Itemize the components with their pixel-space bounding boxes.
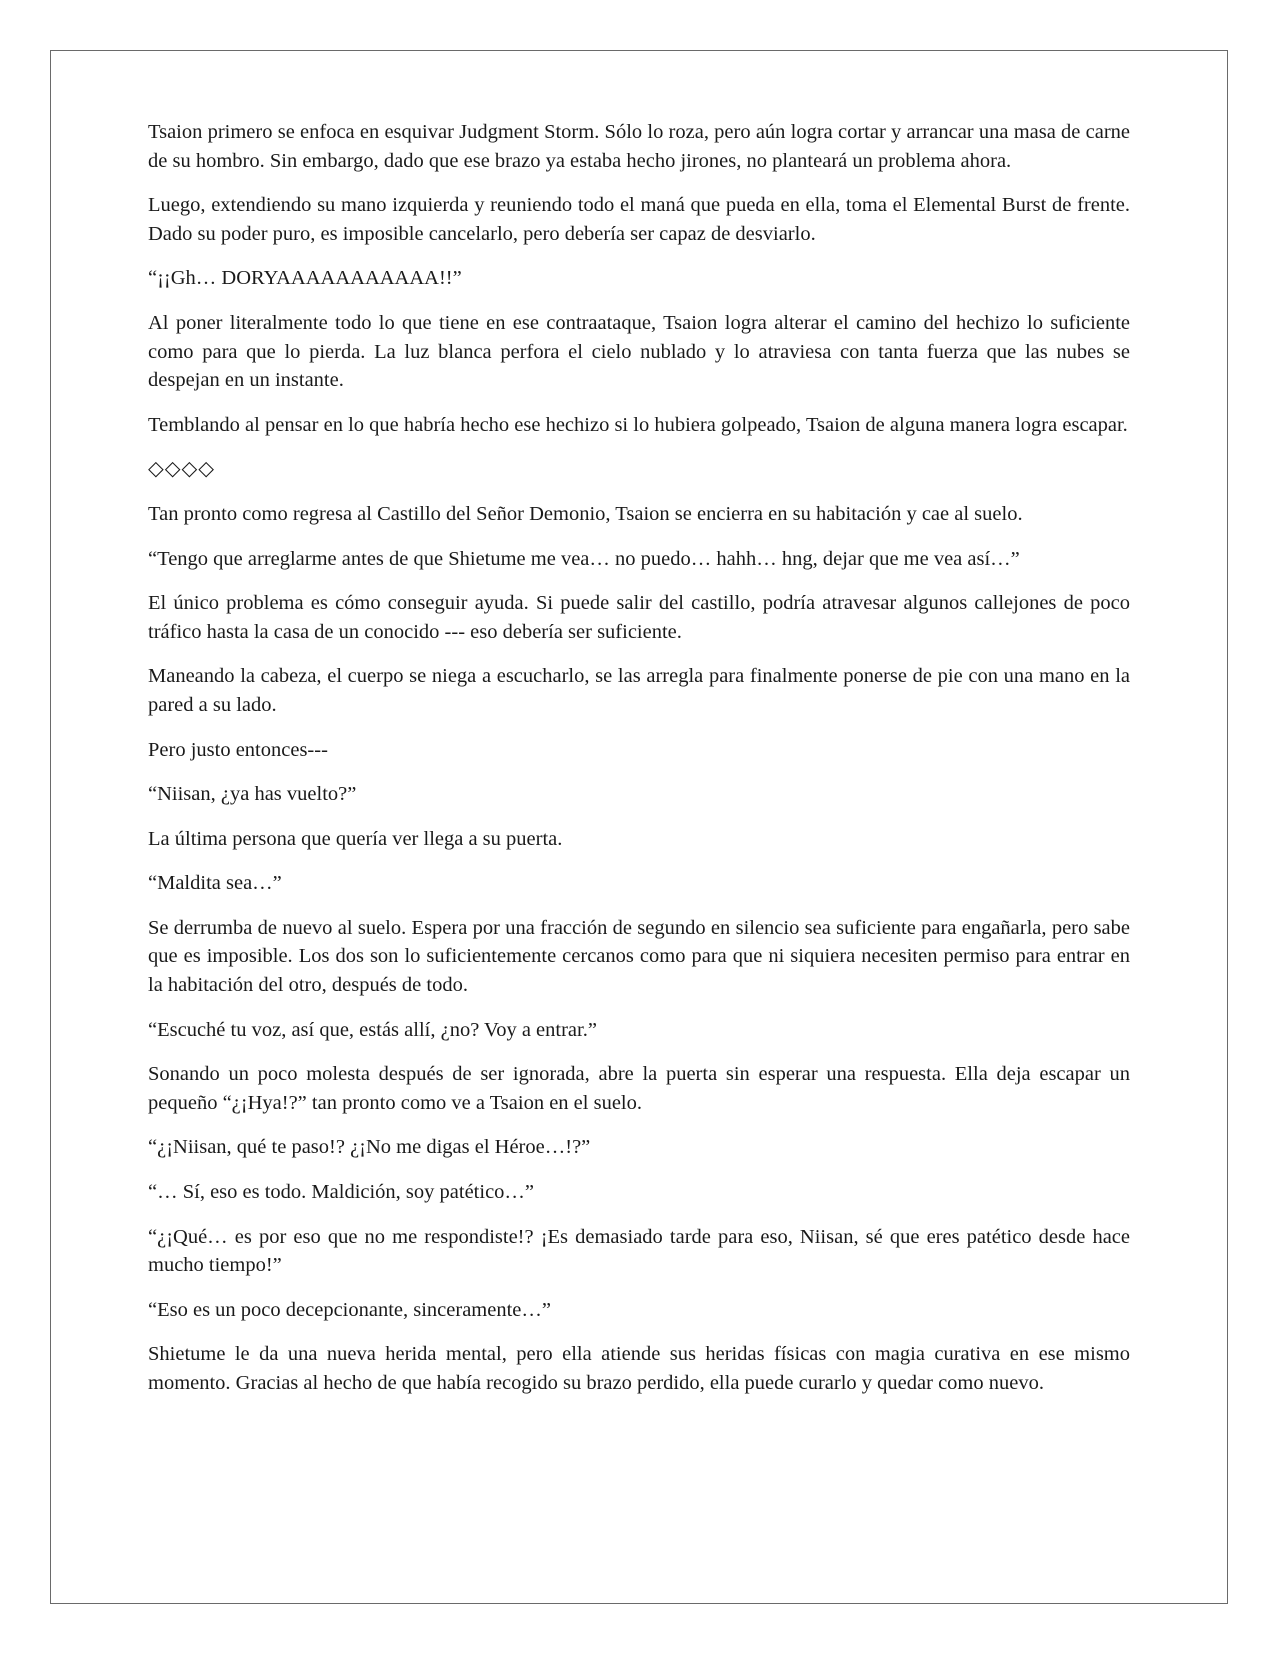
- document-body: [148, 118, 1130, 1414]
- paragraph: El único problema es cómo conseguir ayuda. Si puede salir del castillo, podría atravesar algunos callejones de poco tráfico hasta la casa de un conocido --- eso debería ser suficiente.: [148, 592, 1130, 643]
- paragraph: Shietume le da una nueva herida mental, pero ella atiende sus heridas físicas con magia curativa en ese mismo momento. Gracias al hecho de que había recogido su brazo perdido, ella puede curarlo y quedar como nuevo.: [148, 1343, 1130, 1394]
- paragraph: Sonando un poco molesta después de ser ignorada, abre la puerta sin esperar una respuesta. Ella deja escapar un pequeño “¿¡Hya!?” tan pronto como ve a Tsaion en el suelo.: [148, 1063, 1130, 1114]
- dialogue-line: “Eso es un poco decepcionante, sinceramente…”: [148, 1298, 551, 1321]
- dialogue-line: “Maldita sea…”: [148, 872, 282, 895]
- dialogue-line: “¿¡Qué… es por eso que no me respondiste!? ¡Es demasiado tarde para eso, Niisan, sé que eres patético desde hace mucho tiempo!”: [148, 1225, 1130, 1277]
- paragraph: Temblando al pensar en lo que habría hecho ese hechizo si lo hubiera golpeado, Tsaion de alguna manera logra escapar.: [148, 413, 1128, 436]
- scene-separator: ◇◇◇◇: [148, 458, 216, 481]
- dialogue-line: “… Sí, eso es todo. Maldición, soy patético…”: [148, 1181, 535, 1204]
- dialogue-line: “Escuché tu voz, así que, estás allí, ¿no? Voy a entrar.”: [148, 1018, 597, 1041]
- paragraph: Al poner literalmente todo lo que tiene en ese contraataque, Tsaion logra alterar el camino del hechizo lo suficiente como para que lo pierda. La luz blanca perfora el cielo nublado y lo atraviesa con tanta fuerza que las nubes se despejan en un instante.: [148, 311, 1130, 392]
- paragraph: Tan pronto como regresa al Castillo del Señor Demonio, Tsaion se encierra en su habitación y cae al suelo.: [148, 502, 1023, 525]
- dialogue-line: “¿¡Niisan, qué te paso!? ¿¡No me digas el Héroe…!?”: [148, 1136, 591, 1159]
- paragraph: Se derrumba de nuevo al suelo. Espera por una fracción de segundo en silencio sea suficiente para engañarla, pero sabe que es imposible. Los dos son lo suficientemente cercanos como para que ni siquiera necesiten permiso para entrar en la habitación del otro, después de todo.: [148, 916, 1130, 997]
- dialogue-line: “Niisan, ¿ya has vuelto?”: [148, 783, 357, 806]
- paragraph: Pero justo entonces---: [148, 738, 328, 761]
- dialogue-line: “¡¡Gh… DORYAAAAAAAAAAA!!”: [148, 267, 462, 290]
- paragraph: Luego, extendiendo su mano izquierda y reuniendo todo el maná que pueda en ella, toma el Elemental Burst de frente. Dado su poder puro, es imposible cancelarlo, pero debería ser capaz de desviarlo.: [148, 194, 1130, 245]
- paragraph: La última persona que quería ver llega a su puerta.: [148, 827, 563, 850]
- dialogue-line: “Tengo que arreglarme antes de que Shietume me vea… no puedo… hahh… hng, dejar que me vea así…”: [148, 547, 1020, 570]
- paragraph: Maneando la cabeza, el cuerpo se niega a escucharlo, se las arregla para finalmente ponerse de pie con una mano en la pared a su lado.: [148, 665, 1130, 716]
- paragraph: Tsaion primero se enfoca en esquivar Judgment Storm. Sólo lo roza, pero aún logra cortar y arrancar una masa de carne de su hombro. Sin embargo, dado que ese brazo ya estaba hecho jirones, no planteará un problema ahora.: [148, 121, 1130, 172]
